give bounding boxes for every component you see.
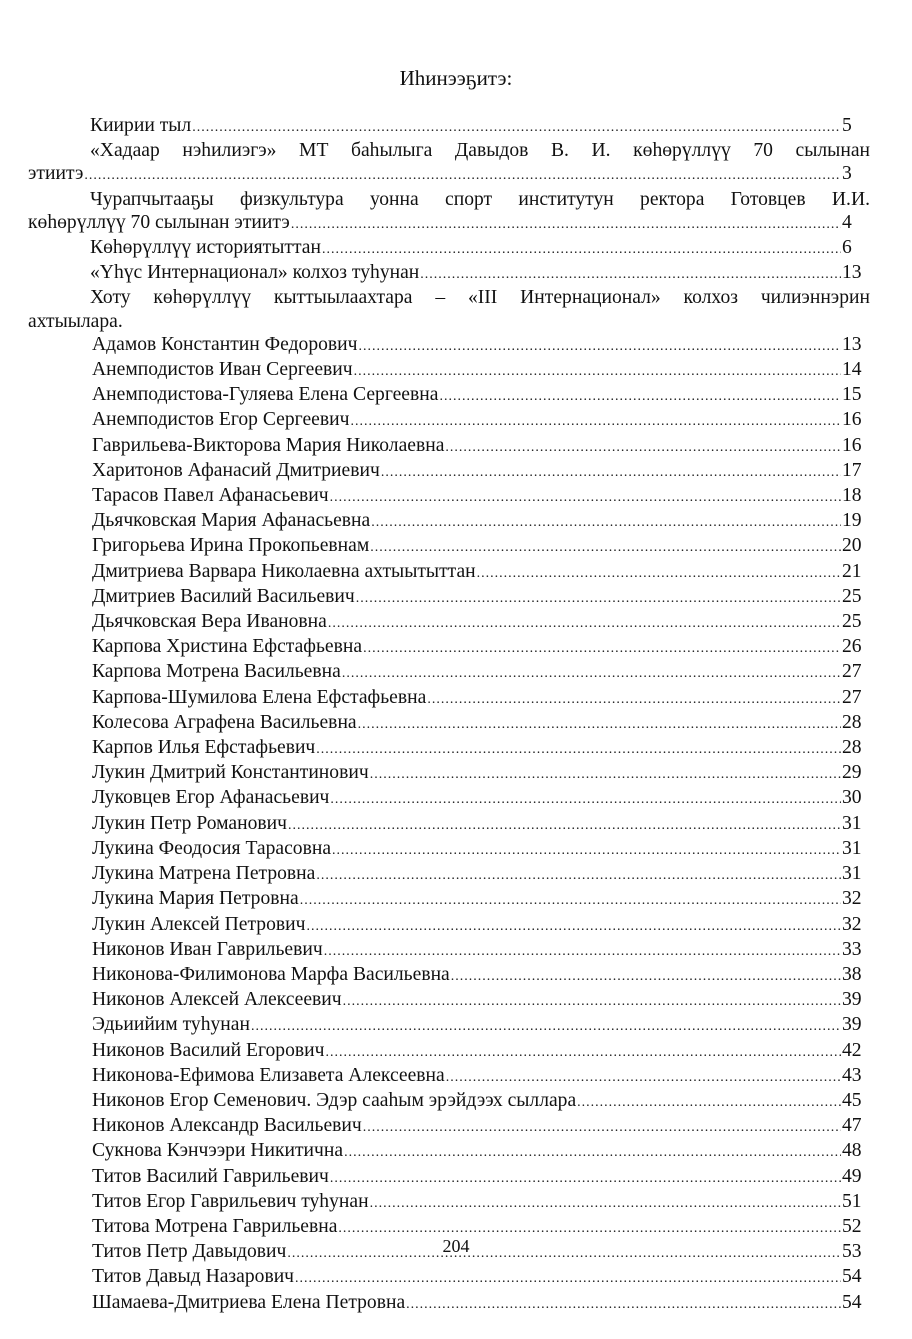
toc-entry-page: 4 bbox=[842, 211, 852, 233]
toc-entry-title: Луковцев Егор Афанасьевич bbox=[92, 787, 330, 809]
toc-entry bbox=[90, 686, 870, 711]
toc-entry-page: 30 bbox=[842, 787, 862, 809]
toc-entry-title: Лукин Дмитрий Константинович bbox=[92, 762, 369, 784]
leader-dots bbox=[288, 814, 841, 837]
toc-entry-page: 28 bbox=[842, 737, 862, 759]
toc-entry bbox=[90, 862, 870, 887]
toc-entry-page: 38 bbox=[842, 963, 862, 985]
toc-entry-page: 45 bbox=[842, 1089, 862, 1111]
leader-dots bbox=[370, 536, 841, 559]
toc-entry-title: Анемподистова-Гуляева Елена Сергеевна bbox=[92, 384, 439, 406]
toc-entry bbox=[90, 736, 870, 761]
toc-entry bbox=[90, 887, 870, 912]
toc-entry bbox=[90, 610, 870, 635]
leader-dots bbox=[354, 360, 841, 383]
toc-entry-page: 21 bbox=[842, 560, 862, 582]
toc-entry-title: Карпова Мотрена Васильевна bbox=[92, 661, 341, 683]
toc-entry bbox=[90, 358, 870, 383]
toc-entry-page: 53 bbox=[842, 1241, 862, 1263]
leader-dots bbox=[343, 990, 841, 1013]
toc-entry bbox=[90, 660, 870, 685]
toc-entry bbox=[90, 585, 870, 610]
toc-entry-page: 6 bbox=[842, 237, 852, 259]
toc-entry-title: «Үһүс Интернационал» колхоз туһунан bbox=[90, 262, 420, 284]
leader-dots bbox=[381, 461, 841, 484]
toc-entry-title: Адамов Константин Федорович bbox=[92, 333, 358, 355]
toc-entry-page: 29 bbox=[842, 762, 862, 784]
toc-entry bbox=[90, 459, 870, 484]
toc-entry-page: 39 bbox=[842, 989, 862, 1011]
toc-entry-page: 26 bbox=[842, 636, 862, 658]
leader-dots bbox=[427, 688, 841, 711]
toc-entry bbox=[90, 711, 870, 736]
leader-dots bbox=[359, 335, 841, 358]
toc-entry bbox=[90, 1265, 870, 1290]
leader-dots bbox=[291, 213, 841, 236]
toc-entry bbox=[90, 509, 870, 534]
toc-entry bbox=[90, 408, 870, 433]
toc-entry bbox=[90, 534, 870, 559]
leader-dots bbox=[307, 915, 842, 938]
toc-entry-page: 33 bbox=[842, 938, 862, 960]
toc-entry bbox=[90, 635, 870, 660]
toc-entry bbox=[90, 837, 870, 862]
toc-entry-title: Лукина Мария Петровна bbox=[92, 888, 299, 910]
leader-dots bbox=[439, 385, 841, 408]
toc-entry-title-continued: этиитэ bbox=[28, 163, 84, 185]
leader-dots bbox=[332, 839, 841, 862]
leader-dots bbox=[370, 763, 841, 786]
toc-entry bbox=[90, 963, 870, 988]
toc-entry-title: Лукина Матрена Петровна bbox=[92, 863, 316, 885]
toc-entry-title: Григорьева Ирина Прокопьевнам bbox=[92, 535, 370, 557]
leader-dots bbox=[192, 116, 841, 139]
toc-entry bbox=[90, 1013, 870, 1038]
leader-dots bbox=[324, 940, 841, 963]
leader-dots bbox=[328, 612, 841, 635]
toc-entry-page: 28 bbox=[842, 711, 862, 733]
table-of-contents bbox=[28, 114, 870, 1316]
toc-entry-page: 48 bbox=[842, 1140, 862, 1162]
toc-entry-page: 27 bbox=[842, 686, 862, 708]
toc-entry bbox=[90, 236, 870, 261]
toc-entry-page: 20 bbox=[842, 535, 862, 557]
toc-entry-page: 13 bbox=[842, 333, 862, 355]
toc-entry bbox=[28, 188, 870, 236]
toc-entry bbox=[90, 333, 870, 358]
toc-entry-page: 5 bbox=[842, 115, 852, 136]
toc-entry-page: 3 bbox=[842, 163, 852, 185]
leader-dots bbox=[370, 1192, 841, 1215]
leader-dots bbox=[342, 662, 841, 685]
section-heading bbox=[28, 286, 870, 332]
section-heading-line-continued: ахтыылара. bbox=[28, 310, 123, 332]
toc-entry-title-continued: көһөрүллүү 70 сылынан этиитэ bbox=[28, 211, 290, 233]
toc-entry-page: 31 bbox=[842, 837, 862, 859]
toc-entry-title: Титов Василий Гаврильевич bbox=[92, 1165, 329, 1187]
toc-entry-title: Титова Мотрена Гаврильевна bbox=[92, 1215, 338, 1237]
toc-entry bbox=[90, 812, 870, 837]
toc-entry-title: Титов Давыд Назарович bbox=[92, 1266, 295, 1288]
leader-dots bbox=[577, 1091, 841, 1114]
toc-entry-title: Титов Егор Гаврильевич туһунан bbox=[92, 1190, 369, 1212]
toc-entry-title: Никонов Егор Семенович. Эдэр сааһым эрэйдээх сыллара bbox=[92, 1089, 577, 1111]
leader-dots bbox=[322, 238, 841, 261]
leader-dots bbox=[350, 410, 841, 433]
toc-entry-title: Дьячковская Вера Ивановна bbox=[92, 611, 327, 633]
leader-dots bbox=[363, 637, 841, 660]
toc-entry-title: Чурапчытааҕы физкультура уонна спорт институтун ректора Готовцев И.И. bbox=[90, 188, 870, 210]
contributor-list bbox=[90, 333, 870, 1316]
toc-entry-title: Лукин Алексей Петрович bbox=[92, 913, 306, 935]
toc-entry-page: 16 bbox=[842, 434, 862, 456]
toc-entry-title: Никонов Иван Гаврильевич bbox=[92, 938, 323, 960]
section-heading-line: Хоту көһөрүллүү кыттыылаахтара – «III Интернационал» колхоз чилиэннэрин bbox=[90, 287, 870, 309]
leader-dots bbox=[330, 1167, 841, 1190]
toc-entry-page: 27 bbox=[842, 661, 862, 683]
toc-entry bbox=[90, 1165, 870, 1190]
toc-entry-title: Карпова-Шумилова Елена Ефстафьевна bbox=[92, 686, 427, 708]
toc-entry bbox=[90, 988, 870, 1013]
toc-entry-title: Гаврильева-Викторова Мария Николаевна bbox=[92, 434, 445, 456]
toc-entry-page: 52 bbox=[842, 1215, 862, 1237]
toc-entry-page: 31 bbox=[842, 863, 862, 885]
toc-entry bbox=[90, 560, 870, 585]
toc-entry-title: Лукина Феодосия Тарасовна bbox=[92, 837, 332, 859]
toc-entry-title: Никонова-Филимонова Марфа Васильевна bbox=[92, 963, 450, 985]
toc-entry-page: 43 bbox=[842, 1064, 862, 1086]
toc-entry bbox=[90, 761, 870, 786]
toc-entry bbox=[90, 913, 870, 938]
leader-dots bbox=[330, 788, 841, 811]
toc-entry-page: 18 bbox=[842, 485, 862, 507]
toc-entry-page: 31 bbox=[842, 812, 862, 834]
leader-dots bbox=[446, 1066, 841, 1089]
toc-entry bbox=[90, 484, 870, 509]
toc-entry-title: Никонов Василий Егорович bbox=[92, 1039, 325, 1061]
toc-entry bbox=[90, 1089, 870, 1114]
toc-entry bbox=[90, 1039, 870, 1064]
toc-entry-page: 39 bbox=[842, 1014, 862, 1036]
page-title: Иһинээҕитэ: bbox=[399, 66, 513, 90]
toc-entry-page: 17 bbox=[842, 459, 862, 481]
toc-entry-page: 25 bbox=[842, 585, 862, 607]
leader-dots bbox=[406, 1293, 841, 1316]
toc-entry-title: Көһөрүллүү историятыттан bbox=[90, 237, 321, 259]
leader-dots bbox=[325, 1041, 841, 1064]
toc-entry-page: 49 bbox=[842, 1165, 862, 1187]
leader-dots bbox=[451, 965, 841, 988]
toc-entry-page: 54 bbox=[842, 1266, 862, 1288]
toc-entry-page: 32 bbox=[842, 888, 862, 910]
toc-entry bbox=[90, 1114, 870, 1139]
leader-dots bbox=[356, 587, 841, 610]
leader-dots bbox=[316, 738, 841, 761]
leader-dots bbox=[84, 164, 841, 187]
toc-entry-title: Карпова Христина Ефстафьевна bbox=[92, 636, 363, 658]
toc-entry-title: Сукнова Кэнчээри Никитична bbox=[92, 1140, 344, 1162]
page-number: 204 bbox=[442, 1236, 470, 1256]
toc-entry-page: 19 bbox=[842, 510, 862, 532]
toc-entry bbox=[90, 938, 870, 963]
toc-entry-page: 15 bbox=[842, 384, 862, 406]
toc-entry bbox=[90, 786, 870, 811]
toc-entry-title: Эдьиийим туһунан bbox=[92, 1014, 250, 1036]
leader-dots bbox=[445, 436, 841, 459]
toc-entry-title: Карпов Илья Ефстафьевич bbox=[92, 737, 316, 759]
toc-entry-title: Титов Петр Давыдович bbox=[92, 1241, 287, 1263]
toc-entry bbox=[90, 1064, 870, 1089]
toc-entry bbox=[90, 1190, 870, 1215]
leader-dots bbox=[420, 263, 841, 286]
toc-entry-page: 25 bbox=[842, 611, 862, 633]
toc-entry-title: Шамаева-Дмитриева Елена Петровна bbox=[92, 1291, 406, 1313]
toc-entry bbox=[28, 139, 870, 187]
toc-entry-title: «Хадаар нэһилиэгэ» МТ баһылыга Давыдов В. И. көһөрүллүү 70 сылынан bbox=[90, 140, 870, 162]
toc-entry-page: 16 bbox=[842, 409, 862, 431]
leader-dots bbox=[251, 1015, 841, 1038]
leader-dots bbox=[330, 486, 841, 509]
leader-dots bbox=[300, 889, 841, 912]
toc-entry bbox=[90, 434, 870, 459]
toc-entry bbox=[90, 261, 870, 286]
leader-dots bbox=[477, 562, 841, 585]
toc-entry-title: Харитонов Афанасий Дмитриевич bbox=[92, 459, 380, 481]
toc-entry bbox=[90, 114, 870, 139]
leader-dots bbox=[295, 1267, 841, 1290]
toc-entry-page: 42 bbox=[842, 1039, 862, 1061]
toc-entry-title: Дмитриева Варвара Николаевна ахтыытыттан bbox=[92, 560, 476, 582]
toc-entry bbox=[90, 1139, 870, 1164]
toc-entry bbox=[90, 1291, 870, 1316]
toc-entry bbox=[90, 383, 870, 408]
toc-entry-title: Колесова Аграфена Васильевна bbox=[92, 711, 357, 733]
toc-entry-page: 13 bbox=[842, 262, 862, 284]
toc-entry-page: 54 bbox=[842, 1291, 862, 1313]
toc-entry-title: Анемподистов Егор Сергеевич bbox=[92, 409, 350, 431]
leader-dots bbox=[363, 1116, 841, 1139]
toc-entry-title: Никонов Александр Васильевич bbox=[92, 1115, 362, 1137]
toc-entry-page: 32 bbox=[842, 913, 862, 935]
toc-entry-title: Киирии тыл bbox=[90, 115, 192, 136]
toc-entry-page: 47 bbox=[842, 1115, 862, 1137]
toc-entry-title: Анемподистов Иван Сергеевич bbox=[92, 359, 353, 381]
toc-entry-title: Дмитриев Василий Васильевич bbox=[92, 585, 355, 607]
leader-dots bbox=[344, 1141, 841, 1164]
toc-entry-page: 14 bbox=[842, 359, 862, 381]
toc-entry-title: Дьячковская Мария Афанасьевна bbox=[92, 510, 371, 532]
leader-dots bbox=[371, 511, 841, 534]
toc-entry-title: Тарасов Павел Афанасьевич bbox=[92, 485, 329, 507]
toc-entry-title: Никонов Алексей Алексеевич bbox=[92, 989, 342, 1011]
toc-entry-title: Лукин Петр Романович bbox=[92, 812, 287, 834]
leader-dots bbox=[316, 864, 841, 887]
toc-entry-page: 51 bbox=[842, 1190, 862, 1212]
toc-entry-title: Никонова-Ефимова Елизавета Алексеевна bbox=[92, 1064, 445, 1086]
leader-dots bbox=[358, 713, 841, 736]
